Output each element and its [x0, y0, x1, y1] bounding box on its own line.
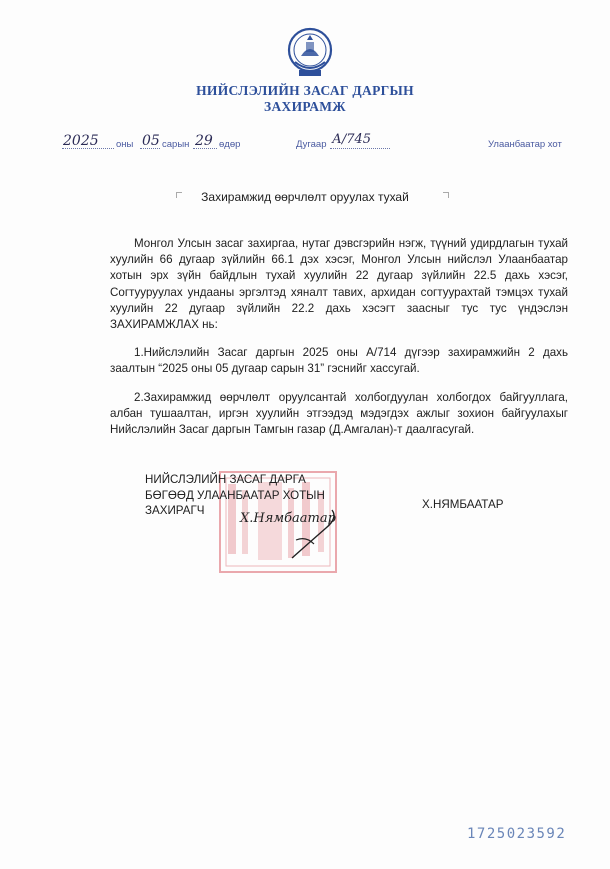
month-label: сарын [162, 139, 190, 150]
issuing-authority: НИЙСЛЭЛИЙН ЗАСАГ ДАРГЫН [196, 83, 414, 98]
document-number: А/745 [332, 132, 372, 147]
document-serial-number: 1725023592 [467, 826, 567, 842]
date-month: 05 [142, 133, 160, 149]
date-day: 29 [195, 133, 213, 149]
number-label: Дугаар [296, 139, 327, 150]
document-type: ЗАХИРАМЖ [264, 99, 346, 114]
subject-corner-right [443, 192, 449, 198]
signature-script: Х.Нямбаатар [240, 511, 336, 526]
document-body [110, 236, 568, 450]
handwritten-signature [236, 500, 356, 560]
signatory-name: Х.НЯМБААТАР [422, 498, 504, 511]
signatory-title-line-3: ЗАХИРАГЧ [145, 504, 205, 517]
document-subject: Захирамжид өөрчлөлт оруулах тухай [201, 190, 409, 204]
signatory-title-line-1: НИЙСЛЭЛИЙН ЗАСАГ ДАРГА [145, 473, 306, 486]
body-preamble: Монгол Улсын засаг захиргаа, нутаг дэвсгэрийн нэгж, түүний удирдлагын тухай хуулийн 66 дугаар зүйлийн 66.1 дэх хэсэг, Монгол Улсын нийслэл Улаанбаатар хотын эрх зүйн байдлын тухай хуулийн 22 дугаар зүйлийн 22.5 дахь хэсэг, Согтууруулах ундааны эргэлтэд хяналт тавих, архидан согтуурахтай тэмцэх тухай хуулийн 22 дугаар зүйлийн 22.2 дахь хэсэгт заасныг тус тус үндэслэн ЗАХИРАМЖЛАХ нь: [110, 237, 568, 332]
signatory-title-line-2: БӨГӨӨД УЛААНБААТАР ХОТЫН [145, 488, 325, 502]
issue-city: Улаанбаатар хот [488, 139, 562, 150]
day-underline [193, 148, 217, 149]
month-underline [140, 148, 160, 149]
year-underline [62, 148, 114, 149]
year-label: оны [116, 139, 134, 150]
state-emblem-icon [286, 26, 334, 78]
number-underline [330, 148, 390, 149]
day-label: өдөр [219, 139, 241, 150]
body-item-2: 2.Захирамжид өөрчлөлт оруулсантай холбогдуулан холбогдох байгууллага, албан тушаалтан, иргэн хуулийн этгээдэд мэдэгдэх ажлыг зохион байгуулахыг Нийслэлийн Засаг даргын Тамгын газар (Д.Амгалан)-т даалгасугай. [110, 390, 568, 437]
date-number-row [0, 132, 610, 156]
date-year: 2025 [63, 133, 99, 149]
body-item-1: 1.Нийслэлийн Засаг даргын 2025 оны А/714 дүгээр захирамжийн 2 дахь заалтын “2025 оны 05 дугаар сарын 31” гэснийг хассугай. [110, 346, 568, 376]
